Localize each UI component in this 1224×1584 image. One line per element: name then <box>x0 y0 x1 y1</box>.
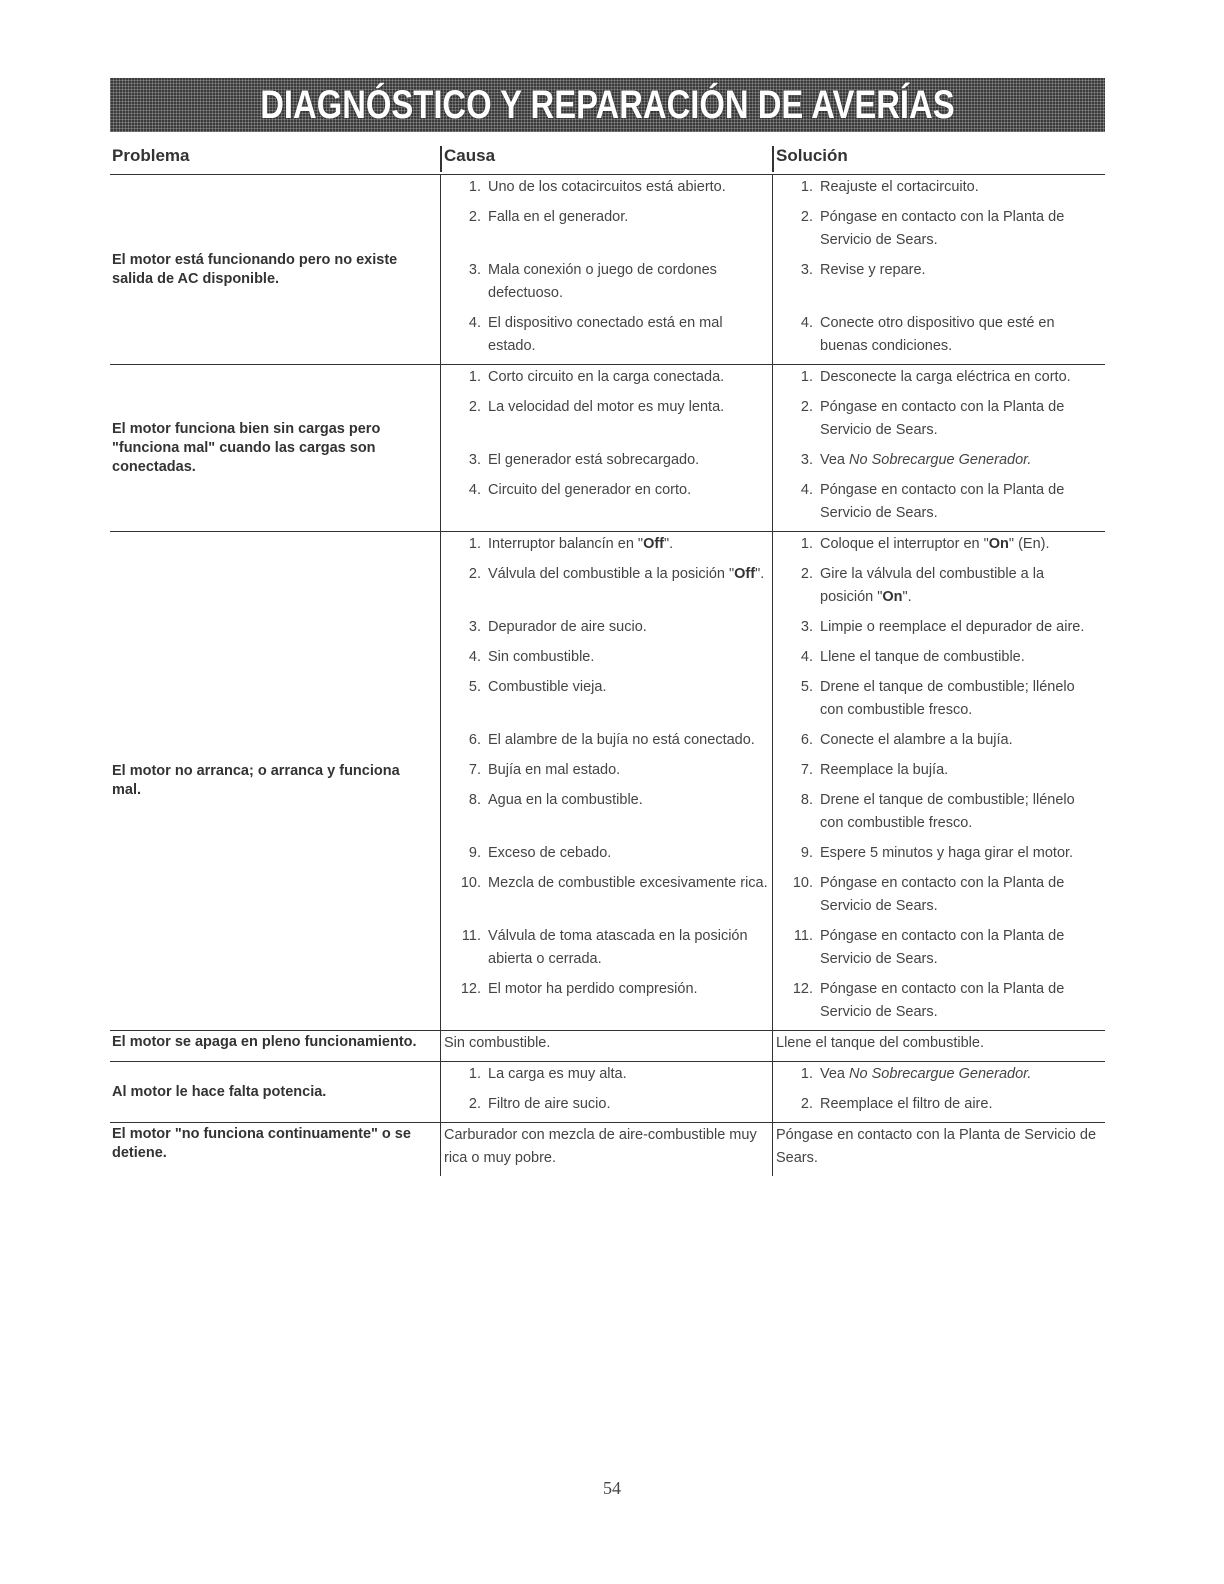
cause-text: Uno de los cotacircuitos está abierto. <box>488 179 726 195</box>
item-number: 3. <box>468 262 481 278</box>
problem-section <box>110 365 1105 532</box>
solution-text <box>820 1063 1101 1086</box>
solution-text: Reajuste el cortacircuito. <box>820 179 979 195</box>
cause-solution-rows <box>440 1031 1105 1061</box>
header-problema: Problema <box>112 146 190 165</box>
item-number: 1. <box>468 179 481 195</box>
solution-cell <box>772 448 1105 478</box>
problem-section <box>110 1123 1105 1176</box>
solution-text: Conecte el alambre a la bujía. <box>820 732 1013 748</box>
switch-state-keyword: On <box>882 589 903 605</box>
cause-text: Agua en la combustible. <box>488 792 643 808</box>
problem-text: El motor funciona bien sin cargas pero "funciona mal" cuando las cargas son conectadas. <box>112 420 381 475</box>
item-number: 12. <box>460 981 481 997</box>
table-row <box>440 258 1105 311</box>
page-title: DIAGNÓSTICO Y REPARACIÓN DE AVERÍAS <box>260 82 955 127</box>
problem-section <box>110 1031 1105 1062</box>
problem-section <box>110 1062 1105 1123</box>
item-number: 5. <box>800 679 813 695</box>
solution-text: Llene el tanque de combustible. <box>820 649 1025 665</box>
item-number: 2. <box>800 209 813 225</box>
cause-text: Sin combustible. <box>488 649 595 665</box>
cause-text: Válvula de toma atascada en la posición abierta o cerrada. <box>488 928 748 967</box>
problem-text: El motor se apaga en pleno funcionamiento. <box>112 1034 417 1050</box>
text-part: Coloque el interruptor en " <box>820 536 989 552</box>
table-row <box>440 478 1105 531</box>
item-number: 5. <box>468 679 481 695</box>
cause-cell <box>440 448 772 478</box>
item-number: 3. <box>468 619 481 635</box>
item-number: 2. <box>468 399 481 415</box>
cause-text: Filtro de aire sucio. <box>488 1096 611 1112</box>
solution-text: Llene el tanque del combustible. <box>776 1035 984 1051</box>
item-number: 8. <box>800 792 813 808</box>
cause-cell <box>440 311 772 364</box>
solution-text: Póngase en contacto con la Planta de Servicio de Sears. <box>820 875 1065 914</box>
item-number: 1. <box>800 536 813 552</box>
text-part: Válvula del combustible a la posición " <box>488 566 735 582</box>
solution-cell <box>772 841 1105 871</box>
cause-cell <box>440 788 772 841</box>
table-row <box>440 758 1105 788</box>
table-row <box>440 728 1105 758</box>
cause-cell <box>440 645 772 675</box>
item-number: 4. <box>800 649 813 665</box>
switch-state-keyword: On <box>988 536 1009 552</box>
item-number: 6. <box>800 732 813 748</box>
page-number: 54 <box>603 1478 621 1498</box>
item-number: 3. <box>468 452 481 468</box>
table-row <box>440 871 1105 924</box>
header-solucion: Solución <box>776 146 848 165</box>
cause-text: El generador está sobrecargado. <box>488 452 700 468</box>
cause-cell <box>440 871 772 924</box>
switch-state-keyword: Off <box>734 566 756 582</box>
item-number: 4. <box>468 649 481 665</box>
solution-text: Conecte otro dispositivo que esté en buenas condiciones. <box>820 315 1055 354</box>
table-row <box>440 205 1105 258</box>
table-row <box>440 1092 1105 1122</box>
item-number: 1. <box>468 1066 481 1082</box>
cause-text <box>488 533 768 556</box>
table-row <box>440 645 1105 675</box>
problem-text: El motor está funcionando pero no existe salida de AC disponible. <box>112 251 398 287</box>
item-number: 9. <box>800 845 813 861</box>
cause-solution-rows <box>440 365 1105 531</box>
solution-cell <box>772 728 1105 758</box>
item-number: 3. <box>800 262 813 278</box>
cause-cell <box>440 258 772 311</box>
solution-cell <box>772 1062 1105 1092</box>
switch-state-keyword: Off <box>643 536 665 552</box>
solution-cell <box>772 1123 1105 1176</box>
item-number: 11. <box>793 928 813 944</box>
cause-solution-rows <box>440 1062 1105 1122</box>
cause-cell <box>440 395 772 448</box>
section-reference: No Sobrecargue Generador. <box>849 1066 1032 1082</box>
item-number: 2. <box>800 566 813 582</box>
text-part: ". <box>755 566 765 582</box>
header-causa: Causa <box>444 146 496 165</box>
solution-text: Reemplace la bujía. <box>820 762 949 778</box>
solution-cell <box>772 615 1105 645</box>
solution-cell <box>772 478 1105 531</box>
cause-cell <box>440 1062 772 1092</box>
item-number: 11. <box>461 928 481 944</box>
solution-text: Póngase en contacto con la Planta de Servicio de Sears. <box>820 399 1065 438</box>
table-row <box>440 1123 1105 1176</box>
cause-cell <box>440 675 772 728</box>
solution-cell <box>772 758 1105 788</box>
table-row <box>440 615 1105 645</box>
solution-cell <box>772 1031 1105 1061</box>
cause-text: Depurador de aire sucio. <box>488 619 647 635</box>
cause-cell <box>440 977 772 1030</box>
header-divider <box>440 146 442 172</box>
text-part: ". <box>902 589 912 605</box>
table-header <box>110 144 1105 175</box>
cause-text: Sin combustible. <box>444 1035 551 1051</box>
cause-cell <box>440 758 772 788</box>
solution-text: Revise y repare. <box>820 262 926 278</box>
table-body <box>110 175 1105 1176</box>
item-number: 10. <box>792 875 813 891</box>
text-part: Vea <box>820 1066 850 1082</box>
cause-cell <box>440 365 772 395</box>
solution-text: Póngase en contacto con la Planta de Servicio de Sears. <box>820 482 1065 521</box>
cause-text: Carburador con mezcla de aire-combustible muy rica o muy pobre. <box>444 1127 757 1166</box>
cause-text: Corto circuito en la carga conectada. <box>488 369 725 385</box>
solution-text: Póngase en contacto con la Planta de Servicio de Sears. <box>776 1127 1097 1166</box>
solution-text <box>820 533 1101 556</box>
item-number: 2. <box>468 209 481 225</box>
table-row <box>440 532 1105 562</box>
item-number: 1. <box>800 1066 813 1082</box>
solution-text: Drene el tanque de combustible; llénelo con combustible fresco. <box>820 792 1075 831</box>
cause-text <box>488 563 768 609</box>
table-row <box>440 562 1105 615</box>
cause-text: Combustible vieja. <box>488 679 607 695</box>
item-number: 7. <box>468 762 481 778</box>
cause-cell <box>440 728 772 758</box>
solution-text: Póngase en contacto con la Planta de Servicio de Sears. <box>820 981 1065 1020</box>
table-row <box>440 841 1105 871</box>
cause-cell <box>440 1092 772 1122</box>
item-number: 7. <box>800 762 813 778</box>
table-row <box>440 448 1105 478</box>
item-number: 1. <box>800 179 813 195</box>
problem-section <box>110 532 1105 1031</box>
solution-text: Reemplace el filtro de aire. <box>820 1096 993 1112</box>
solution-cell <box>772 365 1105 395</box>
text-part: ". <box>664 536 674 552</box>
solution-text: Póngase en contacto con la Planta de Servicio de Sears. <box>820 928 1065 967</box>
table-row <box>440 311 1105 364</box>
cause-text: El dispositivo conectado está en mal estado. <box>488 315 723 354</box>
solution-cell <box>772 1092 1105 1122</box>
cause-text: La velocidad del motor es muy lenta. <box>488 399 725 415</box>
solution-cell <box>772 205 1105 258</box>
text-part: " (En). <box>1008 536 1050 552</box>
table-row <box>440 175 1105 205</box>
cause-cell <box>440 175 772 205</box>
item-number: 4. <box>468 315 481 331</box>
cause-cell <box>440 478 772 531</box>
cause-text: Bujía en mal estado. <box>488 762 621 778</box>
item-number: 1. <box>468 536 481 552</box>
table-row <box>440 977 1105 1030</box>
cause-solution-rows <box>440 175 1105 364</box>
cause-text: Circuito del generador en corto. <box>488 482 692 498</box>
solution-text: Espere 5 minutos y haga girar el motor. <box>820 845 1074 861</box>
solution-text: Desconecte la carga eléctrica en corto. <box>820 369 1071 385</box>
troubleshooting-table <box>110 144 1105 1176</box>
solution-cell <box>772 395 1105 448</box>
cause-cell <box>440 841 772 871</box>
item-number: 1. <box>468 369 481 385</box>
solution-cell <box>772 924 1105 977</box>
text-part: Vea <box>820 452 850 468</box>
solution-text <box>820 563 1101 609</box>
solution-cell <box>772 645 1105 675</box>
table-row <box>440 1031 1105 1061</box>
item-number: 1. <box>800 369 813 385</box>
item-number: 2. <box>468 566 481 582</box>
solution-cell <box>772 562 1105 615</box>
problem-section <box>110 175 1105 365</box>
solution-text: Drene el tanque de combustible; llénelo con combustible fresco. <box>820 679 1075 718</box>
item-number: 10. <box>460 875 481 891</box>
item-number: 6. <box>468 732 481 748</box>
item-number: 8. <box>468 792 481 808</box>
item-number: 2. <box>800 399 813 415</box>
section-reference: No Sobrecargue Generador. <box>849 452 1032 468</box>
cause-text: El alambre de la bujía no está conectado. <box>488 732 755 748</box>
item-number: 4. <box>800 315 813 331</box>
solution-cell <box>772 788 1105 841</box>
item-number: 2. <box>800 1096 813 1112</box>
solution-cell <box>772 675 1105 728</box>
cause-cell <box>440 532 772 562</box>
problem-text: El motor "no funciona continuamente" o se detiene. <box>112 1126 411 1161</box>
solution-cell <box>772 175 1105 205</box>
solution-cell <box>772 258 1105 311</box>
cause-text: La carga es muy alta. <box>488 1066 627 1082</box>
title-banner <box>110 78 1105 132</box>
item-number: 4. <box>468 482 481 498</box>
cause-cell <box>440 1123 772 1176</box>
solution-cell <box>772 532 1105 562</box>
solution-text <box>820 449 1101 472</box>
cause-text: Mala conexión o juego de cordones defectuoso. <box>488 262 717 301</box>
table-row <box>440 924 1105 977</box>
table-row <box>440 395 1105 448</box>
solution-cell <box>772 311 1105 364</box>
solution-cell <box>772 871 1105 924</box>
cause-text: Exceso de cebado. <box>488 845 612 861</box>
cause-cell <box>440 924 772 977</box>
text-part: Gire la válvula del combustible a la posición " <box>820 566 1045 605</box>
problem-text: El motor no arranca; o arranca y funciona mal. <box>112 763 400 798</box>
cause-text: El motor ha perdido compresión. <box>488 981 698 997</box>
cause-cell <box>440 1031 772 1061</box>
cause-solution-rows <box>440 532 1105 1030</box>
cause-text: Falla en el generador. <box>488 209 629 225</box>
cause-text: Mezcla de combustible excesivamente rica. <box>488 875 768 891</box>
solution-cell <box>772 977 1105 1030</box>
item-number: 3. <box>800 619 813 635</box>
item-number: 3. <box>800 452 813 468</box>
item-number: 9. <box>468 845 481 861</box>
item-number: 12. <box>792 981 813 997</box>
cause-cell <box>440 205 772 258</box>
item-number: 4. <box>800 482 813 498</box>
cause-cell <box>440 615 772 645</box>
solution-text: Limpie o reemplace el depurador de aire. <box>820 619 1085 635</box>
cause-cell <box>440 562 772 615</box>
table-row <box>440 788 1105 841</box>
item-number: 2. <box>468 1096 481 1112</box>
solution-text: Póngase en contacto con la Planta de Servicio de Sears. <box>820 209 1065 248</box>
table-row <box>440 1062 1105 1092</box>
table-row <box>440 365 1105 395</box>
text-part: Interruptor balancín en " <box>488 536 644 552</box>
problem-text: Al motor le hace falta potencia. <box>112 1083 327 1100</box>
table-row <box>440 675 1105 728</box>
header-divider <box>772 146 774 172</box>
cause-solution-rows <box>440 1123 1105 1176</box>
